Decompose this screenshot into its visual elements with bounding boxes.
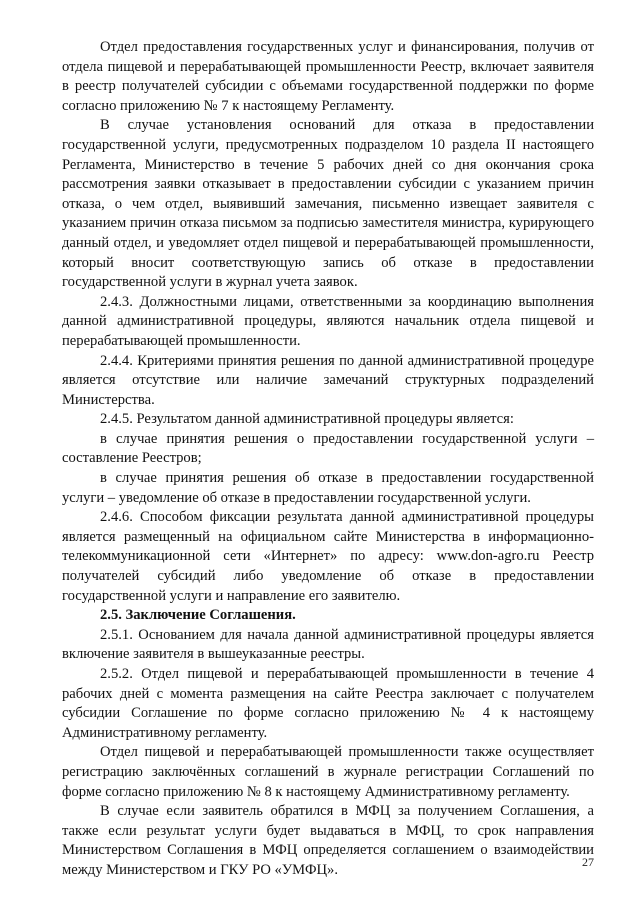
section-heading-2-5: 2.5. Заключение Соглашения.	[100, 607, 296, 624]
paragraph-2-4-5: 2.4.5. Результатом данной административной процедуры является:	[100, 411, 514, 428]
paragraph-2-5-1: 2.5.1. Основанием для начала данной административной процедуры является включение заявителя в вышеуказанные реестры.	[62, 626, 594, 663]
paragraph-2-4-4: 2.4.4. Критериями принятия решения по данной административной процедуре является отсутствие или наличие замечаний структурных подразделений Министерства.	[62, 352, 594, 408]
paragraph-registry-inclusion: Отдел предоставления государственных услуг и финансирования, получив от отдела пищевой и перерабатывающей промышленности Реестр, включает заявителя в реестр получателей субсидии с объемами государственной поддержки по форме согласно приложению № 7 к настоящему Регламенту.	[62, 39, 594, 114]
paragraph-result-approval: в случае принятия решения о предоставлении государственной услуги – составление Реестров;	[62, 430, 594, 467]
paragraph-agreement-registration: Отдел пищевой и перерабатывающей промышленности также осуществляет регистрацию заключённых соглашений в журнале регистрации Соглашений по форме согласно приложению № 8 к настоящему Административному регламенту.	[62, 744, 594, 800]
paragraph-2-4-6: 2.4.6. Способом фиксации результата данной административной процедуры является размещенный на официальном сайте Министерства в информационно-телекоммуникационной сети «Интернет» по адресу: www.don-agro.ru Реестр получателей субсидий либо уведомление об отказе в предоставлении государственной услуги и направление его заявителю.	[62, 509, 594, 604]
document-page	[62, 38, 594, 881]
page-number: 27	[582, 855, 594, 869]
paragraph-mfc-agreement: В случае если заявитель обратился в МФЦ за получением Соглашения, а также если результат услуги будет выдаваться в МФЦ, то срок направления Министерством Соглашения в МФЦ определяется соглашением о взаимодействии между Министерством и ГКУ РО «УМФЦ».	[62, 803, 594, 878]
paragraph-2-5-2: 2.5.2. Отдел пищевой и перерабатывающей промышленности в течение 4 рабочих дней с момента размещения на сайте Реестра заключает с получателем субсидии Соглашение по форме согласно приложению № 4 к настоящему Административному регламенту.	[62, 666, 594, 741]
paragraph-result-refusal: в случае принятия решения об отказе в предоставлении государственной услуги – уведомление об отказе в предоставлении государственной услуги.	[62, 470, 594, 506]
paragraph-2-4-3: 2.4.3. Должностными лицами, ответственными за координацию выполнения данной административной процедуры, являются начальник отдела пищевой и перерабатывающей промышленности.	[62, 293, 594, 349]
paragraph-refusal-grounds: В случае установления оснований для отказа в предоставлении государственной услуги, предусмотренных подразделом 10 раздела II настоящего Регламента, Министерство в течение 5 рабочих дней со дня окончания срока рассмотрения заявки отказывает в предоставлении субсидии с указанием причин отказа, о чем отдел, выявивший замечания, письменно извещает заявителя с указанием причин отказа письмом за подписью заместителя министра, курирующего данный отдел, и уведомляет отдел пищевой и перерабатывающей промышленности, который вносит соответствующую запись об отказе в предоставлении государственной услуги в журнал учета заявок.	[62, 117, 594, 291]
